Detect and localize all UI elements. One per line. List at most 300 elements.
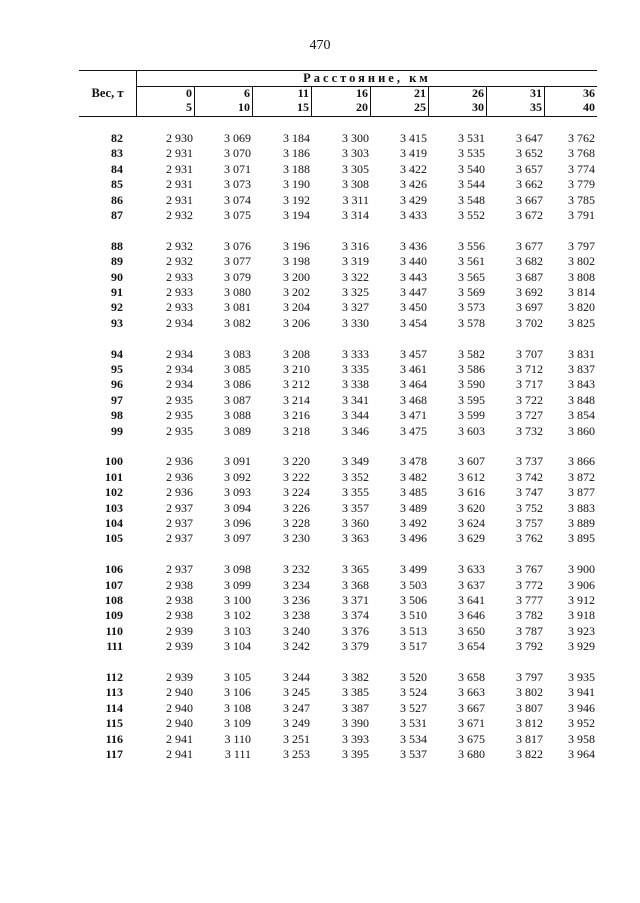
value-cell: 3 303 — [342, 146, 369, 161]
value-cell: 3 238 — [283, 608, 310, 623]
value-cell: 3 561 — [458, 254, 485, 269]
value-cell: 3 074 — [224, 192, 251, 207]
value-cell: 3 787 — [516, 623, 543, 638]
value-cell: 3 595 — [458, 392, 485, 407]
value-cell: 3 742 — [516, 469, 543, 484]
value-cell: 3 517 — [400, 639, 427, 654]
value-cell: 3 093 — [224, 485, 251, 500]
weight-cell: 94 — [111, 346, 123, 361]
value-cell: 3 102 — [224, 608, 251, 623]
value-cell: 3 624 — [458, 516, 485, 530]
value-cell: 3 722 — [516, 392, 543, 407]
value-cell: 2 931 — [166, 146, 193, 161]
range-to: 5 — [186, 100, 192, 114]
weight-cell: 84 — [111, 161, 123, 176]
value-cell: 3 616 — [458, 485, 485, 500]
value-cell: 3 667 — [458, 700, 485, 715]
weight-cell: 96 — [111, 377, 123, 392]
value-cell: 3 196 — [283, 238, 310, 253]
value-cell: 3 946 — [568, 700, 595, 715]
value-cell: 2 941 — [166, 747, 193, 761]
weight-cell: 95 — [111, 362, 123, 376]
range-to: 10 — [238, 100, 250, 114]
value-cell: 2 938 — [166, 593, 193, 607]
value-cell: 3 923 — [568, 623, 595, 638]
value-cell: 3 620 — [458, 500, 485, 515]
value-cell: 3 212 — [283, 377, 310, 392]
value-cell: 3 866 — [568, 454, 595, 469]
range-to: 15 — [297, 100, 309, 114]
value-cell: 3 877 — [568, 485, 595, 500]
table-row — [79, 424, 597, 439]
value-cell: 3 076 — [224, 238, 251, 253]
value-cell: 3 646 — [458, 608, 485, 623]
value-cell: 3 075 — [224, 208, 251, 222]
value-cell: 3 654 — [458, 639, 485, 654]
value-cell: 3 198 — [283, 254, 310, 269]
value-cell: 3 762 — [568, 131, 595, 145]
range-from: 6 — [244, 86, 250, 100]
value-cell: 3 482 — [400, 469, 427, 484]
value-cell: 3 461 — [400, 362, 427, 376]
value-cell: 3 802 — [516, 685, 543, 700]
value-cell: 3 376 — [342, 623, 369, 638]
weight-cell: 104 — [105, 516, 123, 530]
weight-cell: 82 — [111, 131, 123, 145]
value-cell: 3 697 — [516, 300, 543, 315]
value-cell: 3 677 — [516, 238, 543, 253]
value-cell: 2 932 — [166, 238, 193, 253]
value-cell: 2 934 — [166, 315, 193, 330]
value-cell: 3 687 — [516, 269, 543, 284]
value-cell: 3 534 — [400, 731, 427, 746]
value-cell: 3 772 — [516, 577, 543, 592]
value-cell: 3 200 — [283, 269, 310, 284]
value-cell: 3 220 — [283, 454, 310, 469]
value-cell: 3 672 — [516, 208, 543, 222]
weight-cell: 91 — [111, 285, 123, 299]
value-cell: 3 540 — [458, 161, 485, 176]
table-header — [79, 70, 597, 117]
value-cell: 3 707 — [516, 346, 543, 361]
value-cell: 3 216 — [283, 408, 310, 423]
value-cell: 3 111 — [224, 747, 251, 761]
value-cell: 3 365 — [342, 562, 369, 577]
value-cell: 3 242 — [283, 639, 310, 654]
value-cell: 3 503 — [400, 577, 427, 592]
table-row — [79, 146, 597, 161]
value-cell: 3 081 — [224, 300, 251, 315]
value-cell: 3 099 — [224, 577, 251, 592]
value-cell: 3 190 — [283, 177, 310, 192]
value-cell: 3 341 — [342, 392, 369, 407]
value-cell: 3 426 — [400, 177, 427, 192]
value-cell: 3 086 — [224, 377, 251, 392]
value-cell: 3 496 — [400, 531, 427, 546]
weight-cell: 112 — [105, 670, 123, 684]
value-cell: 2 934 — [166, 377, 193, 392]
page-number: 470 — [309, 38, 331, 53]
value-cell: 3 964 — [568, 747, 595, 761]
weight-cell: 97 — [111, 392, 123, 407]
value-cell: 2 937 — [166, 500, 193, 515]
value-cell: 3 520 — [400, 670, 427, 684]
value-cell: 3 085 — [224, 362, 251, 376]
value-cell: 3 777 — [516, 593, 543, 607]
value-cell: 3 752 — [516, 500, 543, 515]
value-cell: 3 732 — [516, 423, 543, 438]
value-cell: 3 436 — [400, 238, 427, 253]
value-cell: 2 939 — [166, 670, 193, 684]
value-cell: 3 510 — [400, 608, 427, 623]
value-cell: 2 937 — [166, 516, 193, 530]
value-cell: 3 371 — [342, 593, 369, 607]
value-cell: 3 599 — [458, 408, 485, 423]
value-cell: 3 251 — [283, 731, 310, 746]
value-cell: 3 077 — [224, 254, 251, 269]
value-cell: 2 935 — [166, 392, 193, 407]
value-cell: 2 940 — [166, 685, 193, 700]
value-cell: 3 848 — [568, 392, 595, 407]
table-row — [79, 562, 597, 577]
value-cell: 3 548 — [458, 192, 485, 207]
value-cell: 2 933 — [166, 285, 193, 299]
value-cell: 3 071 — [224, 161, 251, 176]
value-cell: 3 222 — [283, 469, 310, 484]
value-cell: 3 586 — [458, 362, 485, 376]
value-cell: 3 382 — [342, 670, 369, 684]
value-cell: 3 210 — [283, 362, 310, 376]
value-cell: 3 422 — [400, 161, 427, 176]
value-cell: 3 379 — [342, 639, 369, 654]
value-cell: 3 637 — [458, 577, 485, 592]
table-row — [79, 162, 597, 177]
range-from: 21 — [414, 86, 426, 100]
range-header-3 — [312, 87, 371, 116]
range-header-5 — [429, 87, 487, 116]
value-cell: 3 098 — [224, 562, 251, 577]
table-row — [79, 270, 597, 285]
weight-cell: 92 — [111, 300, 123, 315]
value-cell: 3 478 — [400, 454, 427, 469]
weight-cell: 98 — [111, 408, 123, 423]
value-cell: 3 603 — [458, 423, 485, 438]
value-cell: 3 194 — [283, 208, 310, 222]
value-cell: 2 936 — [166, 469, 193, 484]
range-header-7 — [545, 87, 597, 116]
table-row — [79, 408, 597, 423]
weight-cell: 113 — [105, 685, 123, 700]
range-header-4 — [371, 87, 429, 116]
value-cell: 3 872 — [568, 469, 595, 484]
table-row — [79, 285, 597, 300]
value-cell: 3 322 — [342, 269, 369, 284]
table-row — [79, 624, 597, 639]
value-cell: 3 390 — [342, 716, 369, 731]
table-row — [79, 501, 597, 516]
value-cell: 3 883 — [568, 500, 595, 515]
value-cell: 3 531 — [400, 716, 427, 731]
value-cell: 3 234 — [283, 577, 310, 592]
value-cell: 3 702 — [516, 315, 543, 330]
value-cell: 2 936 — [166, 454, 193, 469]
value-cell: 3 083 — [224, 346, 251, 361]
value-cell: 3 089 — [224, 423, 251, 438]
value-cell: 3 110 — [224, 731, 251, 746]
value-cell: 3 088 — [224, 408, 251, 423]
value-cell: 3 537 — [400, 747, 427, 761]
value-cell: 3 314 — [342, 208, 369, 222]
value-cell: 3 464 — [400, 377, 427, 392]
weight-cell: 103 — [105, 500, 123, 515]
value-cell: 3 103 — [224, 623, 251, 638]
value-cell: 3 188 — [283, 161, 310, 176]
value-cell: 3 582 — [458, 346, 485, 361]
value-cell: 3 837 — [568, 362, 595, 376]
value-cell: 3 232 — [283, 562, 310, 577]
value-cell: 2 937 — [166, 562, 193, 577]
weight-cell: 88 — [111, 238, 123, 253]
value-cell: 3 240 — [283, 623, 310, 638]
value-cell: 3 475 — [400, 423, 427, 438]
value-cell: 3 675 — [458, 731, 485, 746]
value-cell: 3 245 — [283, 685, 310, 700]
value-cell: 3 900 — [568, 562, 595, 577]
value-cell: 3 657 — [516, 161, 543, 176]
range-from: 16 — [356, 86, 368, 100]
table-row — [79, 254, 597, 269]
value-cell: 3 817 — [516, 731, 543, 746]
value-cell: 3 104 — [224, 639, 251, 654]
value-cell: 3 652 — [516, 146, 543, 161]
value-cell: 2 940 — [166, 716, 193, 731]
value-cell: 2 931 — [166, 161, 193, 176]
value-cell: 3 357 — [342, 500, 369, 515]
value-cell: 3 692 — [516, 285, 543, 299]
table-row — [79, 578, 597, 593]
value-cell: 2 931 — [166, 177, 193, 192]
value-cell: 3 433 — [400, 208, 427, 222]
weight-cell: 86 — [111, 192, 123, 207]
value-cell: 2 940 — [166, 700, 193, 715]
value-cell: 3 590 — [458, 377, 485, 392]
value-cell: 2 939 — [166, 639, 193, 654]
value-cell: 3 192 — [283, 192, 310, 207]
value-cell: 3 249 — [283, 716, 310, 731]
value-cell: 2 934 — [166, 346, 193, 361]
value-cell: 2 935 — [166, 408, 193, 423]
value-cell: 2 938 — [166, 608, 193, 623]
value-cell: 3 096 — [224, 516, 251, 530]
value-cell: 3 224 — [283, 485, 310, 500]
value-cell: 2 937 — [166, 531, 193, 546]
value-cell: 3 247 — [283, 700, 310, 715]
value-cell: 3 385 — [342, 685, 369, 700]
value-cell: 3 952 — [568, 716, 595, 731]
value-cell: 3 647 — [516, 131, 543, 145]
value-cell: 3 820 — [568, 300, 595, 315]
value-cell: 3 208 — [283, 346, 310, 361]
value-cell: 3 499 — [400, 562, 427, 577]
value-cell: 3 349 — [342, 454, 369, 469]
value-cell: 3 108 — [224, 700, 251, 715]
value-cell: 3 236 — [283, 593, 310, 607]
value-cell: 3 641 — [458, 593, 485, 607]
table-row — [79, 670, 597, 685]
value-cell: 2 933 — [166, 269, 193, 284]
value-cell: 3 658 — [458, 670, 485, 684]
table-row — [79, 685, 597, 700]
weight-cell: 106 — [105, 562, 123, 577]
value-cell: 3 831 — [568, 346, 595, 361]
weight-cell: 108 — [105, 593, 123, 607]
table-row — [79, 485, 597, 500]
range-to: 35 — [530, 100, 542, 114]
value-cell: 3 363 — [342, 531, 369, 546]
value-cell: 3 457 — [400, 346, 427, 361]
weight-cell: 110 — [105, 623, 123, 638]
value-cell: 3 330 — [342, 315, 369, 330]
weight-cell: 107 — [105, 577, 123, 592]
value-cell: 3 443 — [400, 269, 427, 284]
range-header-0 — [137, 87, 195, 116]
value-cell: 3 544 — [458, 177, 485, 192]
value-cell: 3 355 — [342, 485, 369, 500]
weight-cell: 105 — [105, 531, 123, 546]
weight-column-header: Вес, т — [79, 71, 137, 116]
table-row — [79, 716, 597, 731]
value-cell: 3 650 — [458, 623, 485, 638]
value-cell: 3 727 — [516, 408, 543, 423]
table-row — [79, 377, 597, 392]
value-cell: 2 935 — [166, 423, 193, 438]
value-cell: 3 774 — [568, 161, 595, 176]
value-cell: 3 889 — [568, 516, 595, 530]
table-row — [79, 347, 597, 362]
range-to: 25 — [414, 100, 426, 114]
value-cell: 3 941 — [568, 685, 595, 700]
table-row — [79, 193, 597, 208]
value-cell: 3 073 — [224, 177, 251, 192]
value-cell: 3 767 — [516, 562, 543, 577]
value-cell: 2 932 — [166, 254, 193, 269]
table-row — [79, 608, 597, 623]
value-cell: 3 958 — [568, 731, 595, 746]
weight-cell: 90 — [111, 269, 123, 284]
range-from: 36 — [583, 86, 595, 100]
value-cell: 3 506 — [400, 593, 427, 607]
range-to: 20 — [356, 100, 368, 114]
value-cell: 3 785 — [568, 192, 595, 207]
value-cell: 3 106 — [224, 685, 251, 700]
value-cell: 3 097 — [224, 531, 251, 546]
value-cell: 3 360 — [342, 516, 369, 530]
value-cell: 3 070 — [224, 146, 251, 161]
value-cell: 3 860 — [568, 423, 595, 438]
value-cell: 3 906 — [568, 577, 595, 592]
value-cell: 3 105 — [224, 670, 251, 684]
value-cell: 3 344 — [342, 408, 369, 423]
value-cell: 3 454 — [400, 315, 427, 330]
value-cell: 3 184 — [283, 131, 310, 145]
value-cell: 3 338 — [342, 377, 369, 392]
weight-cell: 109 — [105, 608, 123, 623]
value-cell: 3 204 — [283, 300, 310, 315]
range-header-2 — [253, 87, 312, 116]
value-cell: 3 779 — [568, 177, 595, 192]
value-cell: 3 206 — [283, 315, 310, 330]
value-cell: 2 930 — [166, 131, 193, 145]
weight-cell: 111 — [106, 639, 123, 654]
value-cell: 3 792 — [516, 639, 543, 654]
weight-cell: 93 — [111, 315, 123, 330]
value-cell: 3 822 — [516, 747, 543, 761]
value-cell: 3 325 — [342, 285, 369, 299]
value-cell: 3 226 — [283, 500, 310, 515]
value-cell: 3 682 — [516, 254, 543, 269]
value-cell: 3 807 — [516, 700, 543, 715]
value-cell: 3 395 — [342, 747, 369, 761]
value-cell: 3 768 — [568, 146, 595, 161]
weight-cell: 116 — [105, 731, 123, 746]
value-cell: 3 300 — [342, 131, 369, 145]
value-cell: 3 492 — [400, 516, 427, 530]
value-cell: 3 368 — [342, 577, 369, 592]
value-cell: 3 814 — [568, 285, 595, 299]
value-cell: 3 854 — [568, 408, 595, 423]
range-header-6 — [487, 87, 545, 116]
value-cell: 2 941 — [166, 731, 193, 746]
value-cell: 3 629 — [458, 531, 485, 546]
value-cell: 3 797 — [516, 670, 543, 684]
value-cell: 3 333 — [342, 346, 369, 361]
value-cell: 3 415 — [400, 131, 427, 145]
value-cell: 3 327 — [342, 300, 369, 315]
value-cell: 3 717 — [516, 377, 543, 392]
weight-cell: 99 — [111, 423, 123, 438]
value-cell: 3 531 — [458, 131, 485, 145]
table-row — [79, 701, 597, 716]
value-cell: 3 843 — [568, 377, 595, 392]
value-cell: 3 082 — [224, 315, 251, 330]
weight-cell: 101 — [105, 469, 123, 484]
value-cell: 3 712 — [516, 362, 543, 376]
value-cell: 3 109 — [224, 716, 251, 731]
value-cell: 3 218 — [283, 423, 310, 438]
value-cell: 2 938 — [166, 577, 193, 592]
value-cell: 3 308 — [342, 177, 369, 192]
value-cell: 3 091 — [224, 454, 251, 469]
value-cell: 3 429 — [400, 192, 427, 207]
value-cell: 3 202 — [283, 285, 310, 299]
range-to: 40 — [583, 100, 595, 114]
value-cell: 3 747 — [516, 485, 543, 500]
range-from: 31 — [530, 86, 542, 100]
value-cell: 3 918 — [568, 608, 595, 623]
value-cell: 3 565 — [458, 269, 485, 284]
table-row — [79, 208, 597, 223]
value-cell: 3 782 — [516, 608, 543, 623]
value-cell: 3 662 — [516, 177, 543, 192]
value-cell: 3 393 — [342, 731, 369, 746]
value-cell: 3 633 — [458, 562, 485, 577]
value-cell: 3 797 — [568, 238, 595, 253]
value-cell: 3 419 — [400, 146, 427, 161]
value-cell: 3 569 — [458, 285, 485, 299]
value-cell: 3 929 — [568, 639, 595, 654]
table-row — [79, 393, 597, 408]
table-row — [79, 593, 597, 608]
